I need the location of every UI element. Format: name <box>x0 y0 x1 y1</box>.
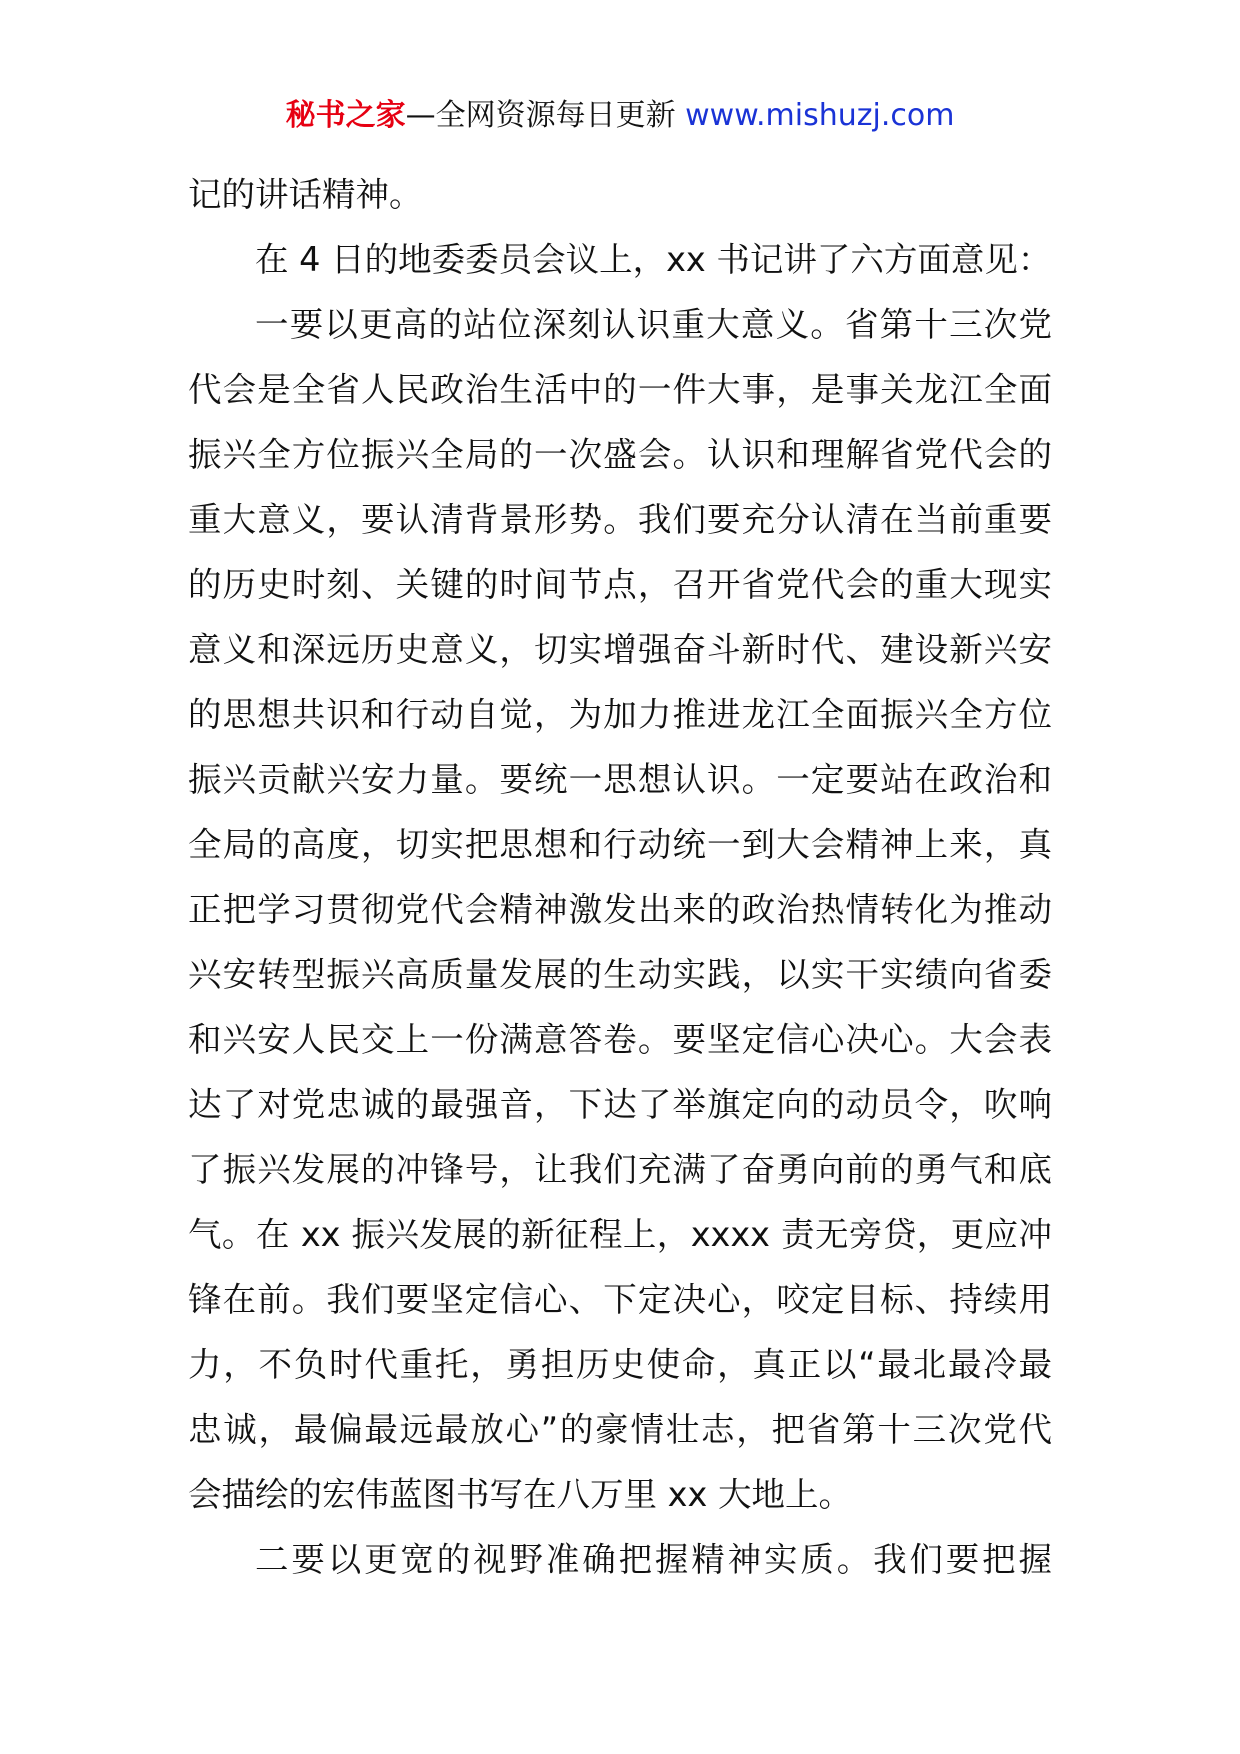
text-line: 在 4 日的地委委员会议上，xx 书记讲了六方面意见： <box>255 240 1052 279</box>
document-body <box>188 162 1052 1592</box>
text-line: 锋在前。我们要坚定信心、下定决心，咬定目标、持续用 <box>188 1280 1052 1319</box>
text-line: 一要以更高的站位深刻认识重大意义。省第十三次党 <box>255 305 1052 344</box>
text-line: 二要以更宽的视野准确把握精神实质。我们要把握 <box>255 1540 1052 1579</box>
text-line: 忠诚，最偏最远最放心”的豪情壮志，把省第十三次党代 <box>188 1410 1052 1449</box>
text-line: 达了对党忠诚的最强音，下达了举旗定向的动员令，吹响 <box>188 1085 1052 1124</box>
text-line: 会描绘的宏伟蓝图书写在八万里 xx 大地上。 <box>188 1475 852 1514</box>
text-line: 振兴全方位振兴全局的一次盛会。认识和理解省党代会的 <box>188 435 1052 474</box>
text-line: 的历史时刻、关键的时间节点，召开省党代会的重大现实 <box>188 565 1052 604</box>
text-line: 气。在 xx 振兴发展的新征程上，xxxx 责无旁贷，更应冲 <box>188 1215 1052 1254</box>
text-line: 全局的高度，切实把思想和行动统一到大会精神上来，真 <box>188 825 1052 864</box>
text-line: 兴安转型振兴高质量发展的生动实践，以实干实绩向省委 <box>188 955 1052 994</box>
text-line: 正把学习贯彻党代会精神激发出来的政治热情转化为推动 <box>188 890 1052 929</box>
text-line: 了振兴发展的冲锋号，让我们充满了奋勇向前的勇气和底 <box>188 1150 1052 1189</box>
text-line: 和兴安人民交上一份满意答卷。要坚定信心决心。大会表 <box>188 1020 1052 1059</box>
site-url-link[interactable]: www.mishuzj.com <box>685 98 955 133</box>
text-line: 记的讲话精神。 <box>188 175 423 214</box>
text-line: 代会是全省人民政治生活中的一件大事，是事关龙江全面 <box>188 370 1052 409</box>
site-header <box>0 96 1240 136</box>
text-line: 振兴贡献兴安力量。要统一思想认识。一定要站在政治和 <box>188 760 1052 799</box>
header-tagline: —全网资源每日更新 <box>405 98 686 133</box>
text-line: 力，不负时代重托，勇担历史使命，真正以“最北最冷最 <box>188 1345 1052 1384</box>
text-line: 重大意义，要认清背景形势。我们要充分认清在当前重要 <box>188 500 1052 539</box>
text-line: 意义和深远历史意义，切实增强奋斗新时代、建设新兴安 <box>188 630 1052 669</box>
brand-name: 秘书之家 <box>285 98 406 133</box>
text-line: 的思想共识和行动自觉，为加力推进龙江全面振兴全方位 <box>188 695 1052 734</box>
